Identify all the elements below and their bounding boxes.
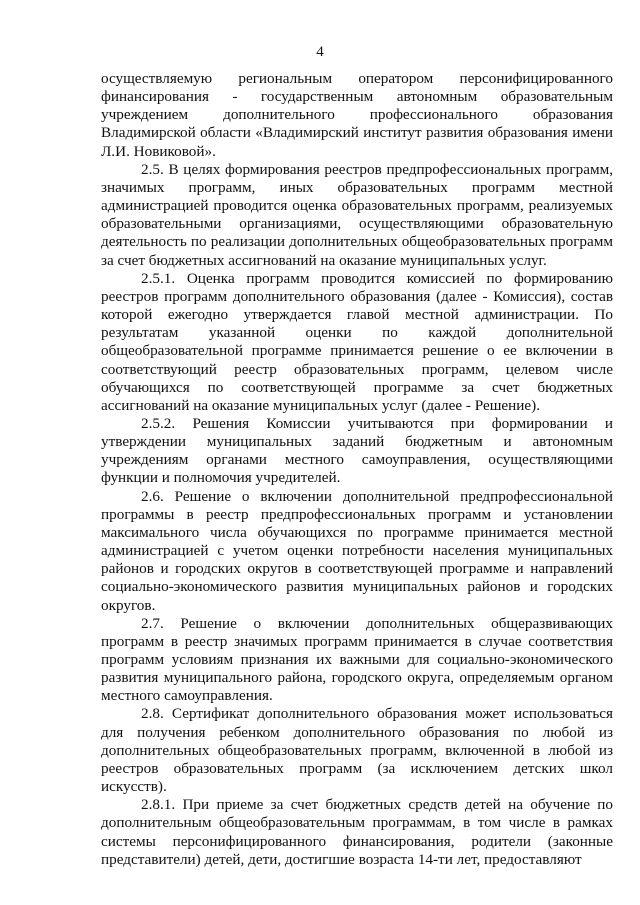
- paragraph-2-5: 2.5. В целях формирования реестров предпрофессиональных программ, значимых программ, иных образовательных программ местной администрацией проводится оценка образовательных программ, реализуемых образовательными организациями, осуществляющими образовательную деятельность по реализации дополнительных общеобразовательных программ за счет бюджетных ассигнований на оказание муниципальных услуг.: [101, 160, 613, 269]
- paragraph-2-5-1: 2.5.1. Оценка программ проводится комиссией по формированию реестров программ дополнительного образования (далее - Комиссия), состав которой ежегодно утверждается главой местной администрации. По результатам указанной оценки по каждой дополнительной общеобразовательной программе принимается решение о ее включении в соответствующий реестр образовательных программ, целевом числе обучающихся по соответствующей программе за счет бюджетных ассигнований на оказание муниципальных услуг (далее - Решение).: [101, 269, 613, 414]
- paragraph-2-5-2: 2.5.2. Решения Комиссии учитываются при формировании и утверждении муниципальных заданий бюджетным и автономным учреждениям органами местного самоуправления, осуществляющими функции и полномочия учредителей.: [101, 414, 613, 487]
- document-body: [101, 70, 613, 869]
- page-number: 4: [316, 44, 324, 60]
- paragraph-2-8: 2.8. Сертификат дополнительного образования может использоваться для получения ребенком дополнительного образования по любой из дополнительных общеобразовательных программ, включенной в любой из реестров образовательных программ (за исключением детских школ искусств).: [101, 705, 613, 796]
- paragraph-2-8-1: 2.8.1. При приеме за счет бюджетных средств детей на обучение по дополнительным общеобразовательным программам, в том числе в рамках системы персонифицированного финансирования, родители (законные представители) детей, дети, достигшие возраста 14-ти лет, предоставляют: [101, 796, 613, 868]
- paragraph-2-6: 2.6. Решение о включении дополнительной предпрофессиональной программы в реестр предпрофессиональных программ и установлении максимального числа обучающихся по программе принимается местной администрацией с учетом оценки потребности населения муниципальных районов и городских округов в соответствующей программе и направлений социально-экономического развития муниципальных районов и городских округов.: [101, 487, 613, 614]
- paragraph-2-7: 2.7. Решение о включении дополнительных общеразвивающих программ в реестр значимых программ принимается в случае соответствия программ условиям признания их важными для социально-экономического развития муниципального района, городского округа, определяемым органом местного самоуправления.: [101, 614, 613, 705]
- paragraph-continuation: осуществляемую региональным оператором персонифицированного финансирования - государственным автономным образовательным учреждением дополнительного профессионального образования Владимирской области «Владимирский институт развития образования имени Л.И. Новиковой».: [101, 70, 613, 160]
